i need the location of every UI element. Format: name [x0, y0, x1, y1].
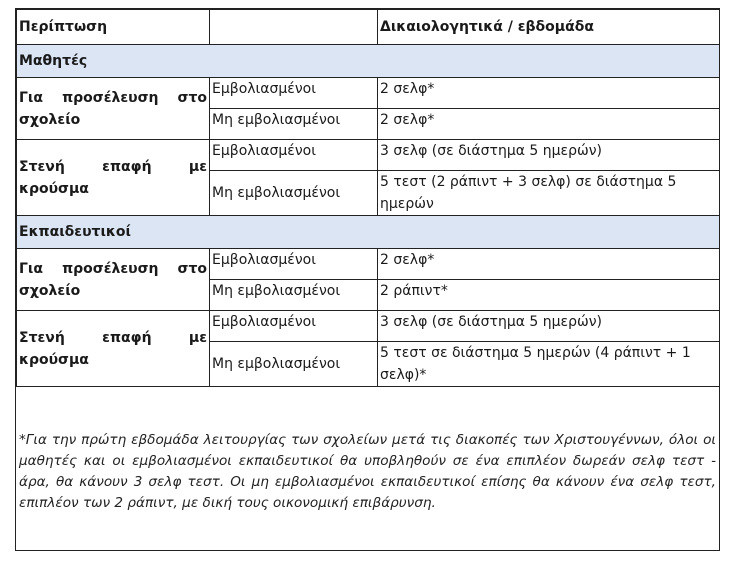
section-row-students	[17, 45, 720, 78]
header-empty	[210, 10, 378, 45]
section-row-teachers	[17, 216, 720, 249]
required-tests: 5 τεστ (2 ράπιντ + 3 σελφ) σε διάστημα 5 ημερών	[378, 171, 720, 216]
required-tests: 3 σελφ (σε διάστημα 5 ημερών)	[378, 140, 720, 171]
footnote: *Για την πρώτη εβδομάδα λειτουργίας των σχολείων μετά τις διακοπές των Χριστουγέννων, όλοι οι μαθητές και οι εμβολιασμένοι εκπαιδευτικοί θα υποβληθούν σε ένα επιπλέον δωρεάν σελφ τεστ - άρα, θα κάνουν 3 σελφ τεστ. Οι μη εμβολιασμένοι εκπαιδευτικοί επίσης θα κάνουν ένα σελφ τεστ, επιπλέον των 2 ράπιντ, με δική τους οικονομική επιβάρυνση.	[19, 432, 716, 511]
case-label: Για προσέλευση στο σχολείο	[17, 78, 210, 140]
vaccination-status: Εμβολιασμένοι	[210, 311, 378, 342]
vaccination-status: Εμβολιασμένοι	[210, 140, 378, 171]
required-tests: 2 σελφ*	[378, 109, 720, 140]
required-tests: 2 σελφ*	[378, 249, 720, 280]
table-row	[17, 249, 720, 280]
vaccination-status: Μη εμβολιασμένοι	[210, 280, 378, 311]
table-row	[17, 140, 720, 171]
case-label: Στενή επαφή με κρούσμα	[17, 311, 210, 387]
table-header-row	[17, 10, 720, 45]
vaccination-status: Μη εμβολιασμένοι	[210, 342, 378, 387]
vaccination-status: Εμβολιασμένοι	[210, 78, 378, 109]
header-case: Περίπτωση	[17, 10, 210, 45]
vaccination-status: Μη εμβολιασμένοι	[210, 109, 378, 140]
vaccination-status: Μη εμβολιασμένοι	[210, 171, 378, 216]
section-title: Μαθητές	[17, 45, 720, 78]
section-title: Εκπαιδευτικοί	[17, 216, 720, 249]
table-row	[17, 78, 720, 109]
document-frame	[15, 8, 720, 551]
vaccination-status: Εμβολιασμένοι	[210, 249, 378, 280]
required-tests: 5 τεστ σε διάστημα 5 ημερών (4 ράπιντ + 1 σελφ)*	[378, 342, 720, 387]
case-label: Στενή επαφή με κρούσμα	[17, 140, 210, 216]
table-row	[17, 311, 720, 342]
required-tests: 2 ράπιντ*	[378, 280, 720, 311]
case-label: Για προσέλευση στο σχολείο	[17, 249, 210, 311]
requirements-table	[16, 9, 720, 387]
required-tests: 3 σελφ (σε διάστημα 5 ημερών)	[378, 311, 720, 342]
header-documents: Δικαιολογητικά / εβδομάδα	[378, 10, 720, 45]
required-tests: 2 σελφ*	[378, 78, 720, 109]
